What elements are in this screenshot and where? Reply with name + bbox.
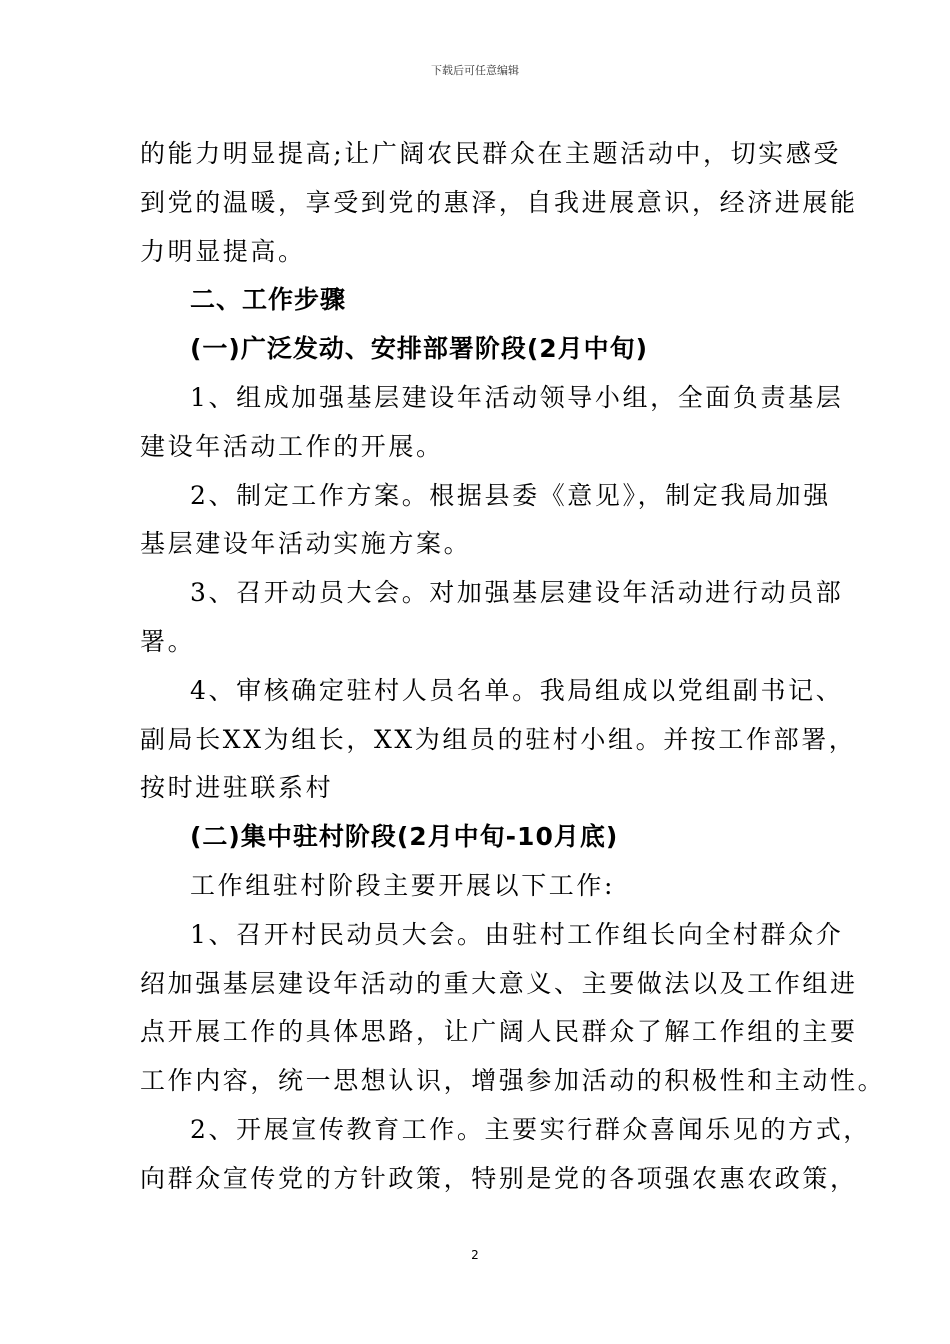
text-line: 按时进驻联系村 xyxy=(140,773,334,803)
text-line: 副局长XX为组长，XX为组员的驻村小组。并按工作部署， xyxy=(140,724,857,754)
section-heading: (二)集中驻村阶段(2月中旬-10月底) xyxy=(190,822,619,852)
text-line: 点开展工作的具体思路，让广阔人民群众了解工作组的主要 xyxy=(140,1017,858,1047)
text-line: 4、审核确定驻村人员名单。我局组成以党组副书记、 xyxy=(190,675,844,705)
text-line: 基层建设年活动实施方案。 xyxy=(140,529,472,559)
text-line: 工作组驻村阶段主要开展以下工作: xyxy=(190,870,616,900)
section-heading: 二、工作步骤 xyxy=(190,285,347,315)
text-line: 绍加强基层建设年活动的重大意义、主要做法以及工作组进 xyxy=(140,968,858,998)
text-line: 2、开展宣传教育工作。主要实行群众喜闻乐见的方式， xyxy=(190,1114,871,1144)
text-line: 1、召开村民动员大会。由驻村工作组长向全村群众介 xyxy=(190,919,844,949)
page-number: 2 xyxy=(471,1248,479,1262)
text-line: 2、制定工作方案。根据县委《意见》，制定我局加强 xyxy=(190,480,831,510)
text-line: 向群众宣传党的方针政策，特别是党的各项强农惠农政策， xyxy=(140,1163,858,1193)
header-note: 下载后可任意编辑 xyxy=(431,64,519,77)
text-line: 3、召开动员大会。对加强基层建设年活动进行动员部 xyxy=(190,578,844,608)
text-line: 到党的温暖，享受到党的惠泽，自我进展意识，经济进展能 xyxy=(140,187,858,217)
text-line: 力明显提高。 xyxy=(140,236,306,266)
document-body xyxy=(140,130,886,1204)
text-line: 1、组成加强基层建设年活动领导小组，全面负责基层 xyxy=(190,382,844,412)
section-heading: (一)广泛发动、安排部署阶段(2月中旬) xyxy=(190,334,649,364)
text-line: 的能力明显提高;让广阔农民群众在主题活动中，切实感受 xyxy=(140,139,842,168)
text-line: 署。 xyxy=(140,626,196,656)
text-line: 工作内容，统一思想认识，增强参加活动的积极性和主动性。 xyxy=(140,1066,886,1096)
text-line: 建设年活动工作的开展。 xyxy=(140,431,444,461)
